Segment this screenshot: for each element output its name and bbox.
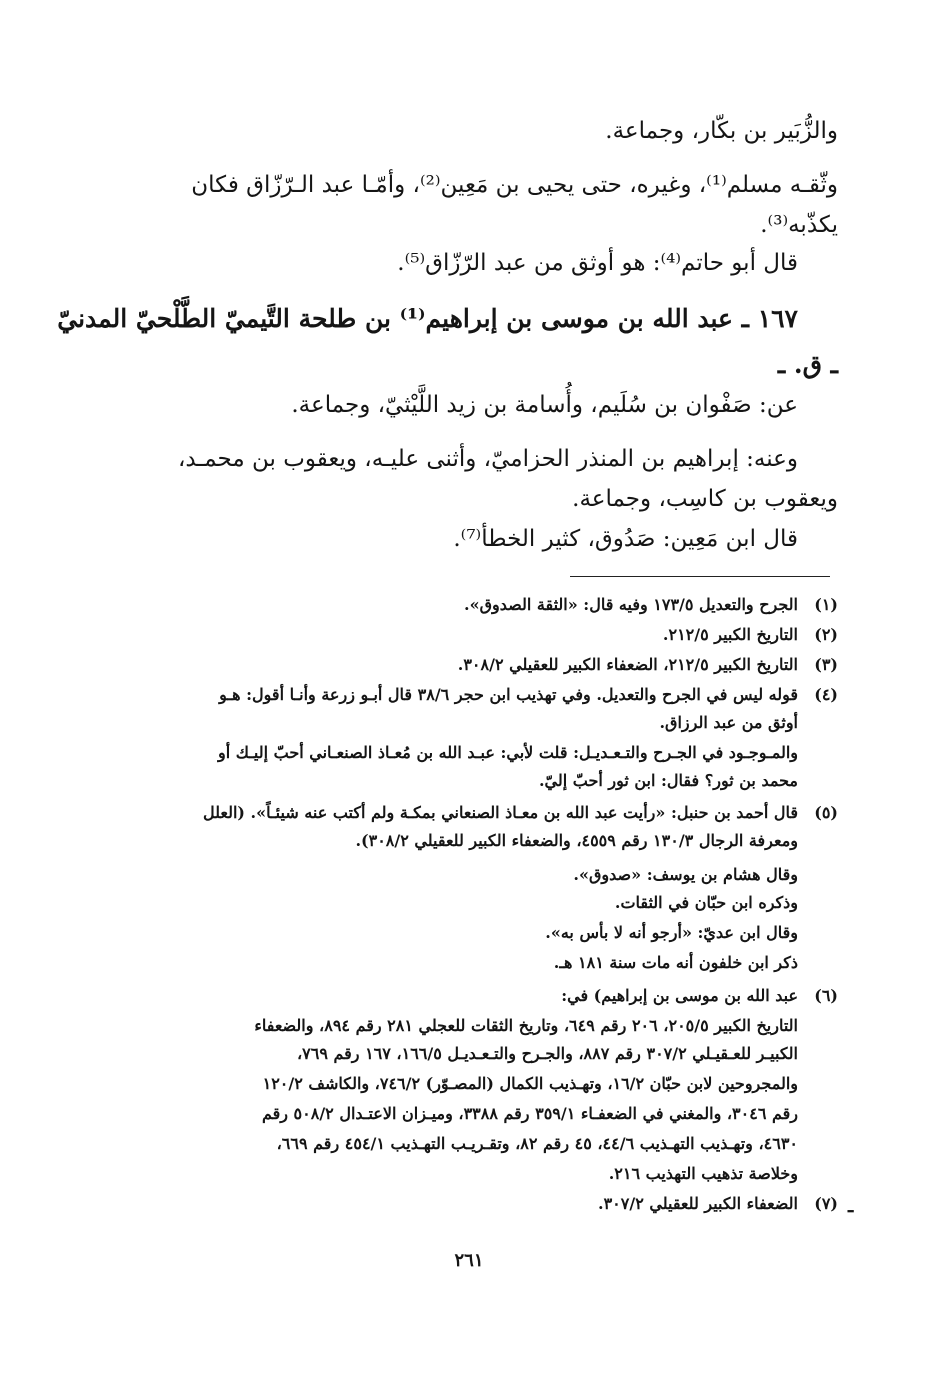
entry-symbol: ـ ق. ـ [777,350,838,379]
text-line: يكذّبه⁽³⁾. [760,212,838,238]
footnote-text: وقال ابن عديّ: «أرجو أنه لا بأس به». [545,923,798,942]
footnote-text: عبد الله بن موسى بن إبراهيم) في: [561,986,798,1005]
footnote-text: ٤٦٣٠، وتهـذيب التهـذيب ٤٤/٦، ٤٥ رقم ٨٢، وتقـريـب التهـذيب ٤٥٤/١ رقم ٦٦٩، [276,1134,798,1153]
text-line: عن: صَفْوان بن سُلَيم، وأُسامة بن زيد اللَّيْثيّ، وجماعة. [291,392,798,418]
footnote-text: قال أحمد بن حنبل: «رأيت عبد الله بن معـاذ الصنعاني بمكـة ولم أكتب عنه شيئـاً». (العلل [202,803,798,822]
footnote-text: وذكره ابن حبّان في الثقات. [614,893,798,912]
page-number: ٢٦١ [454,1250,484,1271]
text-line: والزُّبَير بن بكّار، وجماعة. [605,118,838,144]
footnote-text: التاريخ الكبير ٢١٢/٥، الضعفاء الكبير للعقيلي ٣٠٨/٢. [457,655,798,674]
footnote-text: وقال هشام بن يوسف: «صدوق». [573,865,798,884]
footnote-text: محمد بن ثور؟ فقال: ابن ثور أحبّ إليّ. [538,771,798,790]
footnote-number: (٧) [814,1194,838,1213]
footnote-text: التاريخ الكبير ٢١٢/٥. [662,625,798,644]
text-line: ويعقوب بن كاسِب، وجماعة. [572,486,838,512]
text-line: وعنه: إبراهيم بن المنذر الحزاميّ، وأثنى عليـه، ويعقوب بن محمـد، [177,446,798,472]
footnote-text: والمـوجـود في الجـرح والتـعـديـل: قلت لأبي: عبـد الله بن مُعـاذ الصنعـاني أحبّ إليـك أو [217,743,798,762]
footnote-number: (١) [814,595,838,614]
footnote-number: (٣) [814,655,838,674]
footnote-number: (٦) [814,986,838,1005]
footnote-number: (٢) [814,625,838,644]
footnote-text: والمجروحين لابن حبّان ١٦/٢، وتهـذيب الكمال (المصـوّر) ٧٤٦/٢، والكاشف ١٢٠/٢ [262,1074,798,1093]
footnote-text: الضعفاء الكبير للعقيلي ٣٠٧/٢. [598,1194,798,1213]
text-line: وثّقـه مسلم⁽¹⁾، وغيره، حتى يحيى بن مَعِين⁽²⁾، وأمّـا عبد الـرّزّاق فكان [191,172,838,198]
footnote-text: وخلاصة تذهيب التهذيب ٢١٦. [608,1164,798,1183]
footnote-text: ذكر ابن خلفون أنه مات سنة ١٨١ هـ. [553,953,798,972]
entry-heading: ١٦٧ ـ عبد الله بن موسى بن إبراهيم⁽¹⁾ بن طلحة التَّيميّ الطَّلْحيّ المدنيّ [57,304,798,333]
footnote-text: ومعرفة الرجال ١٣٠/٣ رقم ٤٥٥٩، والضعفاء الكبير للعقيلي ٣٠٨/٢). [355,831,798,850]
footnote-text: التاريخ الكبير ٢٠٥/٥، ٢٠٦ رقم ٦٤٩، وتاريخ الثقات للعجلي ٢٨١ رقم ٨٩٤، والضعفاء [254,1016,798,1035]
margin-mark: ـ [848,1196,854,1217]
footnote-text: الجرح والتعديل ١٧٣/٥ وفيه قال: «الثقة الصدوق». [464,595,798,614]
footnote-separator [570,576,830,577]
text-line: قال أبو حاتم⁽⁴⁾: هو أوثق من عبد الرّزّاق⁽⁵⁾. [397,250,798,276]
footnote-text: رقم ٣٠٤٦، والمغني في الضعفـاء ٣٥٩/١ رقم ٣٣٨٨، وميـزان الاعتـدال ٥٠٨/٢ رقم [261,1104,798,1123]
footnote-number: (٥) [814,803,838,822]
footnote-text: أوثق من عبد الرزاق. [659,713,798,732]
footnote-number: (٤) [814,685,838,704]
footnote-text: الكبيـر للعـقيـلي ٣٠٧/٢ رقم ٨٨٧، والجـرح والتـعـديـل ١٦٦/٥، ١٦٧ رقم ٧٦٩، [296,1044,798,1063]
footnote-text: قوله ليس في الجرح والتعديل. وفي تهذيب ابن حجر ٣٨/٦ قال أبـو زرعة وأنـا أقول: هـو [219,685,798,704]
text-line: قال ابن مَعِين: صَدُوق، كثير الخطأ⁽⁷⁾. [453,526,798,552]
